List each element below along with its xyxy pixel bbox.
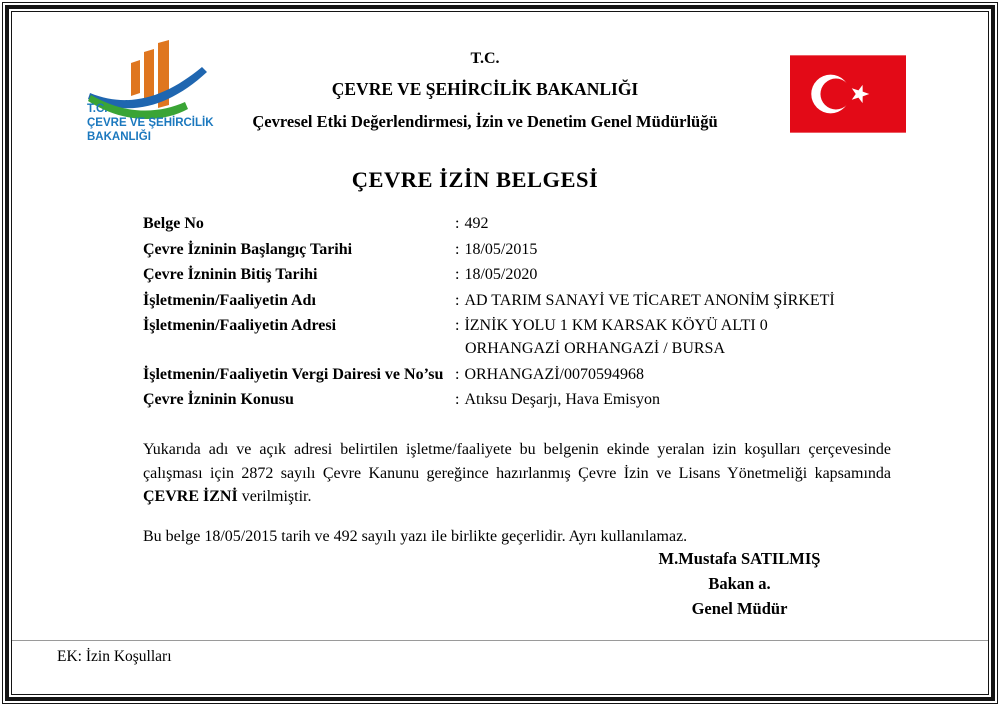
field-row-end-date	[143, 263, 910, 286]
letterhead-line-2: ÇEVRE VE ŞEHİRCİLİK BAKANLIĞI	[331, 79, 639, 99]
field-label: Çevre İzninin Başlangıç Tarihi	[143, 240, 353, 258]
field-row-facility-name	[143, 289, 910, 312]
field-colon: :	[455, 365, 460, 383]
field-label: Belge No	[143, 215, 204, 232]
field-colon: :	[455, 317, 460, 334]
field-colon: :	[455, 215, 460, 232]
field-label: İşletmenin/Faaliyetin Adı	[143, 291, 316, 309]
body-paragraph-text: Yukarıda adı ve açık adresi belirtilen işletme/faaliyete bu belgenin ekinde yeralan izin koşulları çerçevesinde çalışması için 2872 sayılı Çevre Kanunu gereğince hazırlanmış Çevre İzin ve Lisans Yönetmeliği kapsamında	[143, 441, 891, 482]
field-value-text: 492	[464, 215, 489, 232]
field-value	[455, 314, 910, 360]
field-row-permit-subject	[143, 388, 910, 411]
turkish-flag-icon	[790, 55, 906, 133]
field-colon: :	[455, 266, 460, 283]
field-label: Çevre İzninin Bitiş Tarihi	[143, 266, 318, 283]
body-paragraph	[143, 438, 891, 509]
field-value-text: 18/05/2015	[464, 240, 538, 258]
document-body	[143, 438, 891, 548]
logo-caption-line3: BAKANLIĞI	[87, 131, 151, 143]
field-value	[455, 212, 910, 235]
field-colon: :	[455, 291, 460, 309]
field-value	[455, 263, 910, 286]
footer-separator	[12, 640, 988, 641]
field-value	[455, 363, 910, 386]
signatory-name: M.Mustafa SATILMIŞ	[658, 549, 821, 568]
letterhead-line-3: Çevresel Etki Değerlendirmesi, İzin ve Denetim Genel Müdürlüğü	[252, 112, 718, 131]
field-row-facility-address	[143, 314, 910, 360]
validity-note: Bu belge 18/05/2015 tarih ve 492 sayılı yazı ile birlikte geçerlidir. Ayrı kullanılamaz.	[143, 527, 688, 545]
field-row-tax-office	[143, 363, 910, 386]
field-label: Çevre İzninin Konusu	[143, 391, 294, 408]
signature-block	[632, 546, 847, 621]
signatory-title-1: Bakan a.	[708, 574, 771, 593]
field-value	[455, 289, 910, 312]
letterhead	[140, 50, 830, 132]
signatory-title-2: Genel Müdür	[691, 599, 788, 618]
logo-caption-line1: T.C.	[87, 103, 108, 115]
body-paragraph-suffix: verilmiştir.	[241, 488, 312, 505]
field-colon: :	[455, 240, 460, 258]
field-value-text: AD TARIM SANAYİ VE TİCARET ANONİM ŞİRKETİ	[464, 291, 835, 309]
field-value-text: Atıksu Deşarjı, Hava Emisyon	[464, 391, 660, 408]
permit-fields	[143, 212, 910, 414]
field-value-text: ORHANGAZİ/0070594968	[464, 365, 644, 383]
field-value-text: İZNİK YOLU 1 KM KARSAK KÖYÜ ALTI 0	[464, 317, 768, 334]
field-row-belge-no	[143, 212, 910, 235]
field-label: İşletmenin/Faaliyetin Vergi Dairesi ve No’su	[143, 365, 444, 383]
field-colon: :	[455, 391, 460, 408]
flag-crescent-cutout	[820, 79, 851, 110]
letterhead-line-1: T.C.	[470, 50, 500, 67]
field-value-text: 18/05/2020	[464, 266, 538, 283]
field-value-line2: ORHANGAZİ ORHANGAZİ / BURSA	[465, 340, 725, 357]
permit-granted-emphasis: ÇEVRE İZNİ	[143, 488, 238, 505]
field-row-start-date	[143, 238, 910, 261]
field-value	[455, 388, 910, 411]
document-title: ÇEVRE İZİN BELGESİ	[351, 167, 599, 192]
field-value	[455, 238, 910, 261]
field-label: İşletmenin/Faaliyetin Adresi	[143, 317, 337, 334]
field-value-line1	[455, 314, 910, 337]
footer-attachment-note: EK: İzin Koşulları	[57, 648, 172, 665]
logo-caption-line2: ÇEVRE VE ŞEHİRCİLİK	[87, 117, 214, 129]
